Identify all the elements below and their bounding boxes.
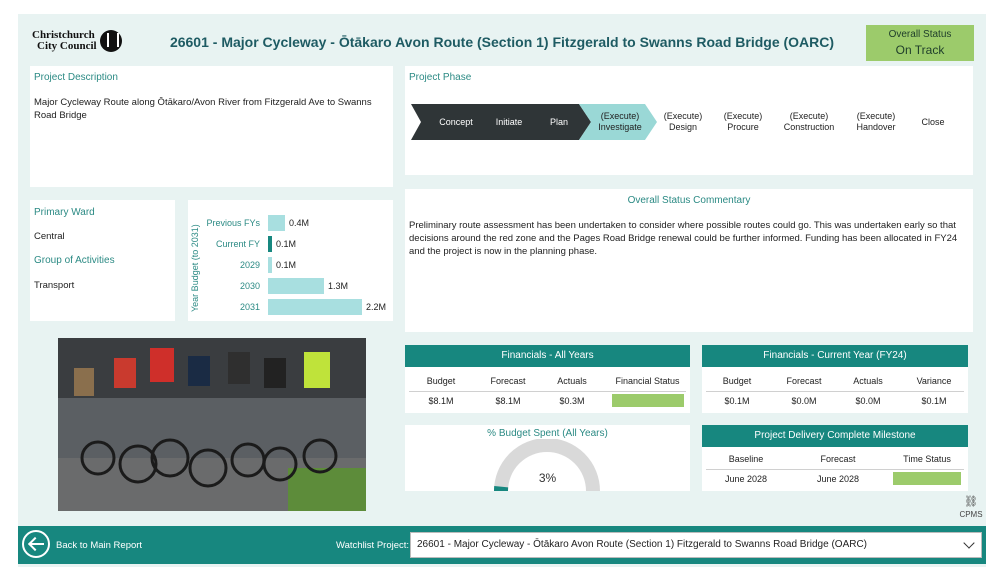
phase-step-concept: Concept <box>439 116 473 127</box>
budget-row <box>188 214 388 232</box>
phase-step-investigate: (Execute) Investigate <box>598 111 642 132</box>
forecast-value: June 2028 <box>816 474 860 484</box>
budget-value: $0.1M <box>724 396 750 406</box>
financials-all-years-card <box>405 345 690 413</box>
watchlist-project-select[interactable] <box>410 532 982 558</box>
financial-status-cell <box>605 396 690 407</box>
budget-axis-label: Year Budget (to 2031) <box>190 224 200 312</box>
cpms-link[interactable] <box>956 496 986 522</box>
col-budget: Budget <box>426 376 456 386</box>
link-icon: ⛓ <box>964 496 978 508</box>
col-forecast: Forecast <box>786 376 822 386</box>
watchlist-label: Watchlist Project: <box>336 540 410 551</box>
col-actuals: Actuals <box>557 376 587 386</box>
divider <box>706 469 964 470</box>
project-description-label: Project Description <box>34 72 118 83</box>
col-forecast: Forecast <box>490 376 526 386</box>
cpms-label: CPMS <box>959 510 983 519</box>
budget-bar-value: 0.1M <box>276 260 297 270</box>
project-phase-card <box>405 66 973 175</box>
budget-row-label: 2029 <box>239 260 260 270</box>
budget-row-label: 2030 <box>239 281 260 291</box>
budget-bar <box>268 236 272 252</box>
budget-row <box>188 277 388 295</box>
budget-row <box>188 256 388 274</box>
divider <box>409 391 686 392</box>
financials-all-years-values <box>405 396 690 407</box>
budget-value: $8.1M <box>428 396 454 406</box>
forecast-value: $8.1M <box>495 396 521 406</box>
budget-bar <box>268 215 285 231</box>
budget-bar <box>268 278 324 294</box>
budget-row <box>188 235 388 253</box>
budget-row-label: Previous FYs <box>206 218 260 228</box>
col-forecast: Forecast <box>820 454 856 464</box>
budget-bar-value: 1.3M <box>328 281 349 291</box>
col-financial-status: Financial Status <box>615 376 680 386</box>
project-description-text: Major Cycleway Route along Ōtākaro/Avon River from Fitzgerald Ave to Swanns Road Bridge <box>34 97 372 121</box>
phase-step-construction: (Execute) Construction <box>783 111 835 132</box>
actuals-value: $0.3M <box>559 396 585 406</box>
budget-bar <box>268 299 362 315</box>
col-actuals: Actuals <box>853 376 883 386</box>
col-time-status: Time Status <box>903 454 951 464</box>
col-baseline: Baseline <box>728 454 764 464</box>
cyclists-photo <box>58 338 366 511</box>
chevron-down-icon <box>963 537 974 548</box>
report-page <box>18 14 986 567</box>
budget-row <box>188 298 388 316</box>
col-budget: Budget <box>722 376 752 386</box>
divider <box>706 391 964 392</box>
time-status-cell <box>886 474 968 485</box>
watchlist-selected-value: 26601 - Major Cycleway - Ōtākaro Avon Route (Section 1) Fitzgerald to Swanns Road Bridge (OARC) <box>417 539 868 550</box>
project-phase-label: Project Phase <box>409 72 472 83</box>
variance-value: $0.1M <box>921 396 947 406</box>
budget-bar-value: 0.4M <box>289 218 310 228</box>
baseline-value: June 2028 <box>724 474 768 484</box>
overall-status-badge: Overall Status On Track <box>866 25 974 61</box>
phase-step-initiate: Initiate <box>495 116 523 127</box>
council-logo: Christchurch City Council <box>32 29 97 52</box>
header <box>18 14 986 66</box>
budget-spent-title: % Budget Spent (All Years) <box>487 428 608 439</box>
status-commentary-text: Preliminary route assessment has been undertaken to consider where possible routes could go. This was undertaken early so that decisions around the red zone and the Pages Road Bridge renewal could be further informed. Funding has been allocated in FY24 and the project is now in the planning phase. <box>409 220 958 257</box>
cyclists-photo-image <box>58 338 366 511</box>
financials-current-year-values <box>702 396 968 406</box>
col-variance: Variance <box>916 376 952 386</box>
time-status-indicator <box>893 472 961 485</box>
page-title: 26601 - Major Cycleway - Ōtākaro Avon Route (Section 1) Fitzgerald to Swanns Road Bridge (OARC) <box>169 34 835 50</box>
budget-bar-value: 0.1M <box>276 239 297 249</box>
phase-step-plan: Plan <box>549 116 568 127</box>
budget-spent-card <box>405 425 690 491</box>
status-commentary-card <box>405 189 973 332</box>
primary-ward-value: Central <box>34 231 65 242</box>
financials-all-years-title: Financials - All Years <box>405 345 690 367</box>
back-arrow-icon[interactable] <box>22 530 50 558</box>
phase-chevrons <box>411 104 971 140</box>
actuals-value: $0.0M <box>855 396 881 406</box>
project-description-card <box>30 66 393 187</box>
primary-ward-label: Primary Ward <box>34 207 95 218</box>
budget-bar-value: 2.2M <box>366 302 387 312</box>
budget-row-label: Current FY <box>215 239 260 249</box>
ward-card <box>30 200 175 321</box>
status-commentary-label: Overall Status Commentary <box>627 195 751 206</box>
milestone-title: Project Delivery Complete Milestone <box>702 425 968 447</box>
group-of-activities-value: Transport <box>34 280 75 291</box>
financials-current-year-headers <box>702 376 968 386</box>
year-budget-chart <box>188 200 393 321</box>
financials-current-year-title: Financials - Current Year (FY24) <box>702 345 968 367</box>
phase-step-procure: (Execute) Procure <box>723 111 763 132</box>
financials-current-year-card <box>702 345 968 413</box>
phase-step-design: (Execute) Design <box>663 111 703 132</box>
phase-step-handover: (Execute) Handover <box>856 111 896 132</box>
milestone-values <box>702 474 968 485</box>
forecast-value: $0.0M <box>791 396 817 406</box>
milestone-headers <box>702 454 968 464</box>
financial-status-indicator <box>612 394 684 407</box>
group-of-activities-label: Group of Activities <box>34 255 115 266</box>
budget-spent-value: 3% <box>538 471 557 485</box>
budget-row-label: 2031 <box>239 302 260 312</box>
footer-bar <box>18 526 986 564</box>
milestone-card <box>702 425 968 491</box>
back-to-main-report-link[interactable]: Back to Main Report <box>56 540 143 551</box>
financials-all-years-headers <box>405 376 690 386</box>
phase-step-close: Close <box>921 116 945 127</box>
budget-bar <box>268 257 272 273</box>
